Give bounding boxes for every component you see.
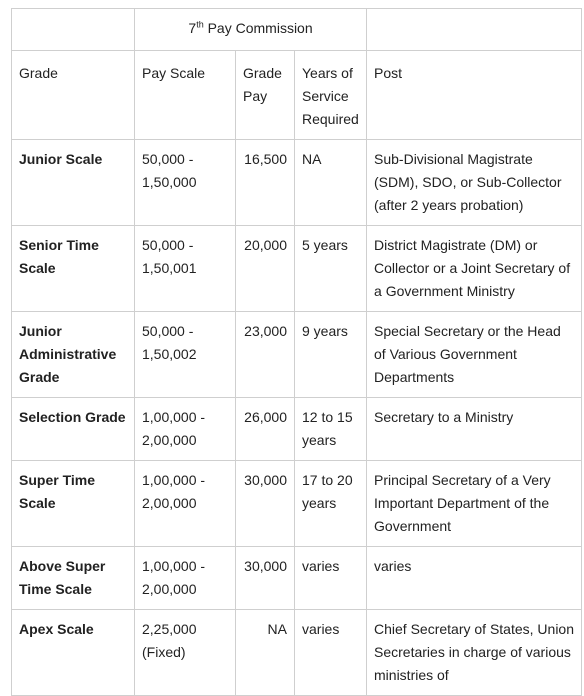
grade-cell: Senior Time Scale xyxy=(12,226,135,312)
grade-pay-cell: 30,000 xyxy=(236,547,295,610)
grade-cell: Above Super Time Scale xyxy=(12,547,135,610)
table-row xyxy=(12,547,582,610)
commission-ordinal: th xyxy=(196,19,204,30)
grade-cell: Super Time Scale xyxy=(12,461,135,547)
table-row xyxy=(12,312,582,398)
post-cell: Special Secretary or the Head of Various Government Departments xyxy=(367,312,582,398)
table-row xyxy=(12,398,582,461)
pay-scale-table xyxy=(11,8,582,696)
header-grade-pay: Grade Pay xyxy=(236,51,295,140)
table-row xyxy=(12,140,582,226)
grade-pay-cell: NA xyxy=(236,610,295,696)
grade-cell: Junior Administrative Grade xyxy=(12,312,135,398)
years-cell: NA xyxy=(295,140,367,226)
header-post: Post xyxy=(367,51,582,140)
pay-scale-cell: 50,000 - 1,50,002 xyxy=(135,312,236,398)
post-cell: Principal Secretary of a Very Important Department of the Government xyxy=(367,461,582,547)
table-header-row xyxy=(12,51,582,140)
grade-pay-cell: 23,000 xyxy=(236,312,295,398)
table-super-header-row xyxy=(12,9,582,51)
pay-scale-cell: 1,00,000 - 2,00,000 xyxy=(135,461,236,547)
pay-scale-cell: 1,00,000 - 2,00,000 xyxy=(135,547,236,610)
header-years: Years of Service Required xyxy=(295,51,367,140)
grade-pay-cell: 26,000 xyxy=(236,398,295,461)
post-cell: District Magistrate (DM) or Collector or a Joint Secretary of a Government Ministry xyxy=(367,226,582,312)
table-row xyxy=(12,610,582,696)
grade-cell: Junior Scale xyxy=(12,140,135,226)
years-cell: varies xyxy=(295,610,367,696)
pay-scale-cell: 50,000 - 1,50,001 xyxy=(135,226,236,312)
years-cell: 9 years xyxy=(295,312,367,398)
grade-cell: Apex Scale xyxy=(12,610,135,696)
grade-cell: Selection Grade xyxy=(12,398,135,461)
pay-scale-cell: 50,000 - 1,50,000 xyxy=(135,140,236,226)
empty-header-cell xyxy=(12,9,135,51)
grade-pay-cell: 30,000 xyxy=(236,461,295,547)
grade-pay-cell: 20,000 xyxy=(236,226,295,312)
years-cell: 12 to 15 years xyxy=(295,398,367,461)
table-row xyxy=(12,226,582,312)
years-cell: 5 years xyxy=(295,226,367,312)
empty-header-cell xyxy=(367,9,582,51)
pay-commission-header xyxy=(135,9,367,51)
header-grade: Grade xyxy=(12,51,135,140)
years-cell: varies xyxy=(295,547,367,610)
grade-pay-cell: 16,500 xyxy=(236,140,295,226)
header-pay-scale: Pay Scale xyxy=(135,51,236,140)
post-cell: Chief Secretary of States, Union Secretaries in charge of various ministries of xyxy=(367,610,582,696)
post-cell: varies xyxy=(367,547,582,610)
post-cell: Secretary to a Ministry xyxy=(367,398,582,461)
years-cell: 17 to 20 years xyxy=(295,461,367,547)
commission-number: 7 xyxy=(188,20,197,36)
pay-scale-cell: 2,25,000 (Fixed) xyxy=(135,610,236,696)
table-row xyxy=(12,461,582,547)
commission-label: Pay Commission xyxy=(203,20,313,36)
post-cell: Sub-Divisional Magistrate (SDM), SDO, or Sub-Collector (after 2 years probation) xyxy=(367,140,582,226)
pay-scale-cell: 1,00,000 - 2,00,000 xyxy=(135,398,236,461)
